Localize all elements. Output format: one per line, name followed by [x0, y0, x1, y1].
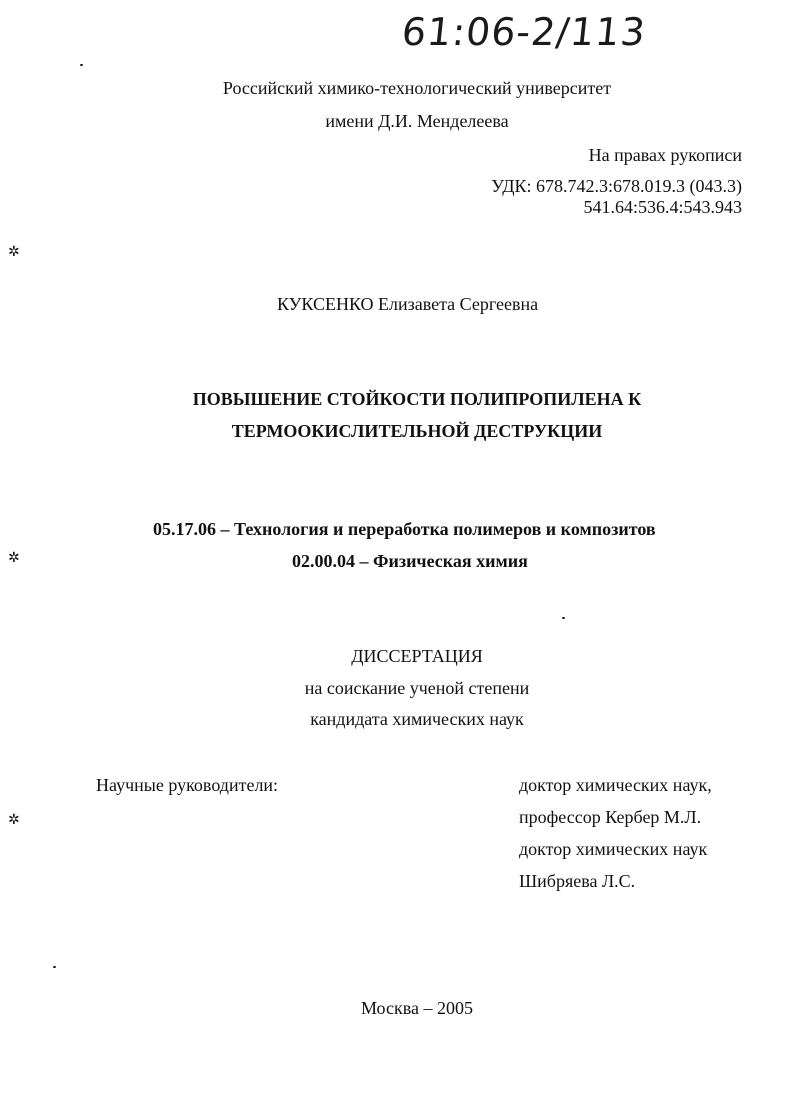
- degree-line-1: на соискание ученой степени: [304, 678, 530, 698]
- udc-line-1: УДК: 678.742.3:678.019.3 (043.3): [491, 176, 742, 196]
- degree-line-2: кандидата химических наук: [310, 709, 524, 729]
- scan-mark-1: ✲: [8, 244, 20, 260]
- rights-notice: На правах рукописи: [588, 145, 742, 165]
- author-name: КУКСЕНКО Елизавета Сергеевна: [277, 294, 539, 314]
- title-line-1: ПОВЫШЕНИЕ СТОЙКОСТИ ПОЛИПРОПИЛЕНА К: [192, 389, 642, 409]
- city-year: Москва – 2005: [361, 998, 473, 1018]
- scan-speck-3: [53, 966, 56, 968]
- scan-mark-3: ✲: [8, 812, 20, 828]
- specialty-line-2: 02.00.04 – Физическая химия: [292, 551, 528, 571]
- udc-line-2: 541.64:536.4:543.943: [583, 197, 742, 217]
- supervisor-line-2: профессор Кербер М.Л.: [519, 807, 702, 827]
- dissertation-heading: ДИССЕРТАЦИЯ: [351, 646, 483, 666]
- university-line-2: имени Д.И. Менделеева: [325, 111, 509, 131]
- supervisor-line-4: Шибряева Л.С.: [519, 871, 636, 891]
- archive-code-handwritten: 61:06-2/113: [399, 10, 649, 54]
- specialty-line-1: 05.17.06 – Технология и переработка полимеров и композитов: [153, 519, 656, 539]
- supervisors-label: Научные руководители:: [96, 775, 279, 795]
- university-line-1: Российский химико-технологический университет: [222, 78, 612, 98]
- scan-speck-1: [80, 64, 83, 66]
- scan-mark-2: ✲: [8, 550, 20, 566]
- supervisor-line-3: доктор химических наук: [519, 839, 708, 859]
- supervisor-line-1: доктор химических наук,: [519, 775, 712, 795]
- scan-speck-2: [562, 617, 565, 619]
- title-line-2: ТЕРМООКИСЛИТЕЛЬНОЙ ДЕСТРУКЦИИ: [231, 421, 603, 441]
